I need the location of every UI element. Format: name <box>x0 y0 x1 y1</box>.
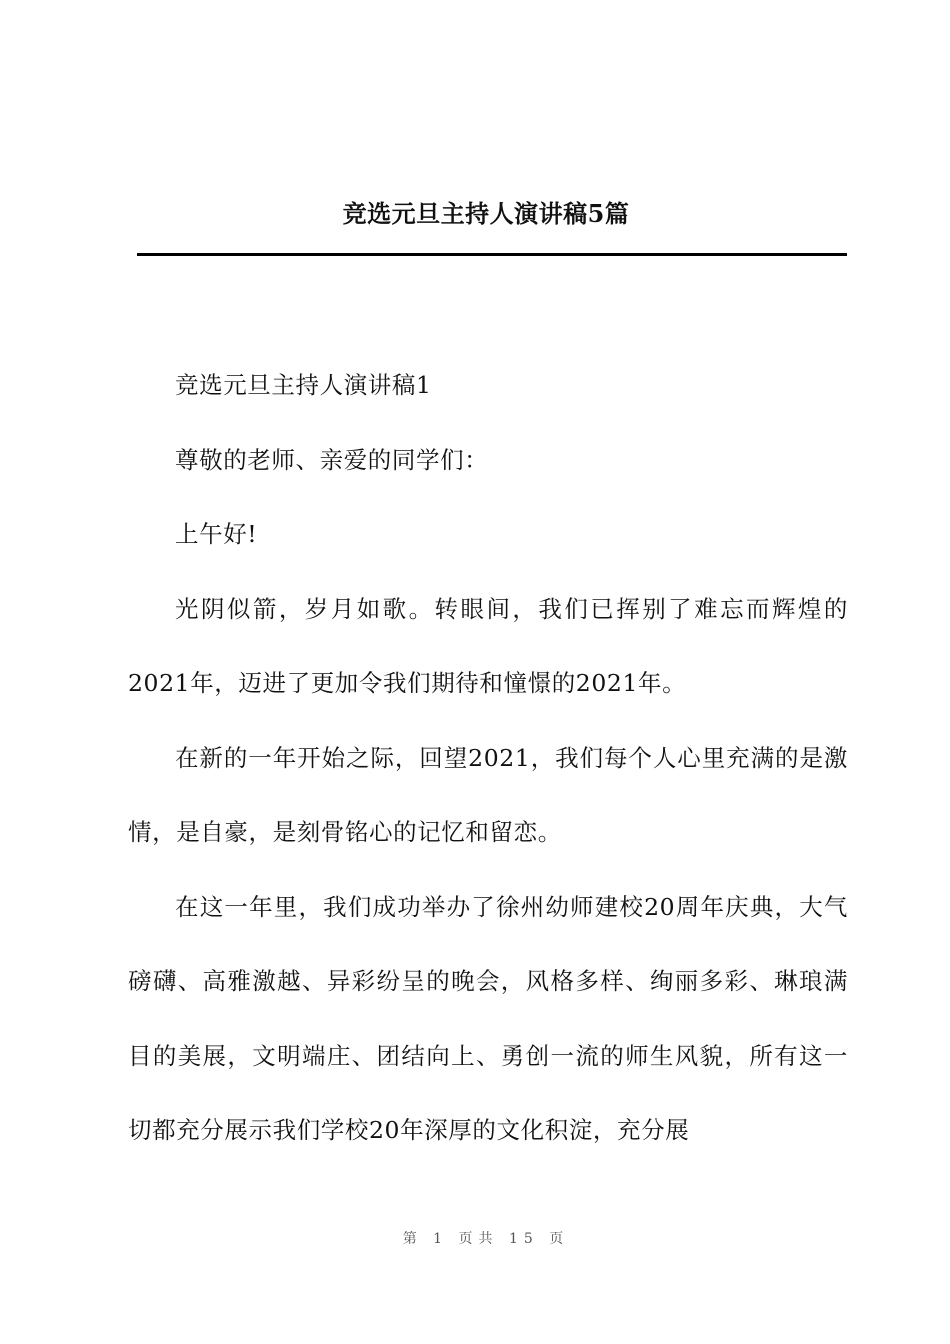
section-heading: 竞选元旦主持人演讲稿1 <box>175 371 432 399</box>
body-paragraph: 在这一年里，我们成功举办了徐州幼师建校20周年庆典，大气磅礴、高雅激越、异彩纷呈的晚会，风格多样、绚丽多彩、琳琅满目的美展，文明端庄、团结向上、勇创一流的师生风貌，所有这一切都充分展示我们学校20年深厚的文化积淀，充分展 <box>128 892 848 1144</box>
document-body <box>128 348 848 1168</box>
page-number-footer: 第 1 页共 15 页 <box>402 1231 570 1247</box>
salutation: 尊敬的老师、亲爱的同学们： <box>175 445 489 474</box>
title-divider <box>137 253 847 256</box>
body-paragraph: 光阴似箭，岁月如歌。转眼间，我们已挥别了难忘而辉煌的2021年，迈进了更加令我们期待和憧憬的2021年。 <box>128 594 848 697</box>
body-paragraph: 在新的一年开始之际，回望2021，我们每个人心里充满的是激情，是自豪，是刻骨铭心的记忆和留恋。 <box>128 743 848 846</box>
document-title: 竞选元旦主持人演讲稿5篇 <box>342 199 630 228</box>
greeting: 上午好! <box>175 520 258 548</box>
